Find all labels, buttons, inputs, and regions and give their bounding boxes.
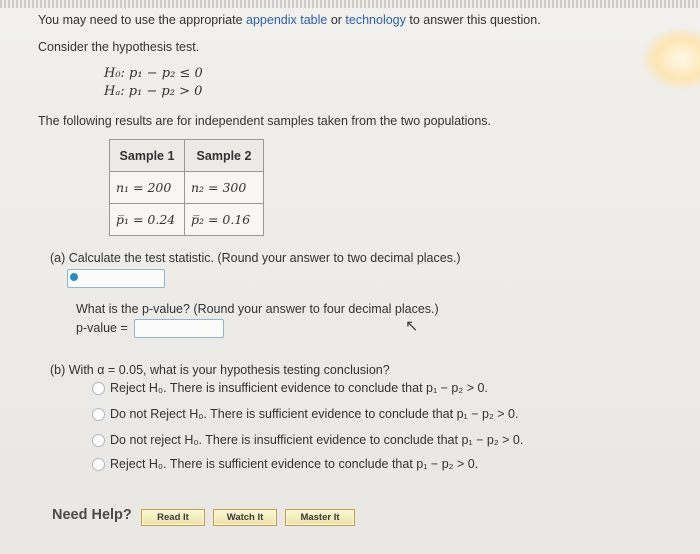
conclusion-option-4[interactable] — [92, 457, 478, 471]
option-label: Do not reject H₀. There is insufficient evidence to conclude that p₁ − p₂ > 0. — [110, 433, 524, 447]
pvalue-input[interactable] — [134, 319, 224, 338]
top-border — [0, 0, 700, 8]
results-table — [109, 139, 264, 236]
intro-mid: or — [327, 13, 346, 27]
conclusion-option-2[interactable] — [92, 407, 518, 421]
alternative-hypothesis: Hₐ: p₁ − p₂ > 0 — [104, 84, 203, 99]
read-it-button[interactable]: Read It — [141, 509, 205, 526]
table-row — [110, 204, 264, 236]
pvalue-question: What is the p-value? (Round your answer to four decimal places.) — [76, 302, 439, 316]
option-label: Do not Reject H₀. There is sufficient evidence to conclude that p₁ − p₂ > 0. — [110, 407, 519, 421]
table-row — [110, 172, 264, 204]
part-a-question: (a) Calculate the test statistic. (Round your answer to two decimal places.) — [50, 251, 461, 265]
part-b-question: (b) With α = 0.05, what is your hypothesis testing conclusion? — [50, 363, 390, 377]
answer-marker-icon — [70, 273, 78, 281]
master-it-button[interactable]: Master It — [285, 509, 355, 526]
conclusion-option-1[interactable] — [92, 381, 488, 395]
screen-glare — [642, 28, 700, 90]
need-help-label: Need Help? — [52, 507, 132, 523]
pvalue-label: p-value = — [76, 321, 128, 335]
radio-button[interactable] — [92, 408, 105, 421]
intro-text — [38, 13, 541, 27]
appendix-table-link[interactable]: appendix table — [246, 13, 328, 27]
cell-p1: p̅₁ = 0.24 — [110, 204, 185, 236]
radio-button[interactable] — [92, 382, 105, 395]
following-text: The following results are for independent samples taken from the two populations. — [38, 114, 492, 128]
option-label: Reject H₀. There is insufficient evidence to conclude that p₁ − p₂ > 0. — [110, 381, 488, 395]
conclusion-option-3[interactable] — [92, 433, 523, 447]
cell-n1: n₁ = 200 — [110, 172, 185, 204]
intro-after: to answer this question. — [405, 13, 541, 27]
radio-button[interactable] — [92, 434, 105, 447]
technology-link[interactable]: technology — [345, 13, 406, 27]
header-sample-1: Sample 1 — [110, 140, 185, 172]
mouse-pointer-icon: ↖ — [405, 318, 419, 335]
cell-n2: n₂ = 300 — [185, 172, 264, 204]
table-header-row — [110, 140, 264, 172]
null-hypothesis: H₀: p₁ − p₂ ≤ 0 — [104, 66, 203, 81]
header-sample-2: Sample 2 — [185, 140, 264, 172]
radio-button[interactable] — [92, 458, 105, 471]
option-label: Reject H₀. There is sufficient evidence to conclude that p₁ − p₂ > 0. — [110, 457, 479, 471]
intro-before: You may need to use the appropriate — [38, 13, 247, 27]
cell-p2: p̅₂ = 0.16 — [185, 204, 264, 236]
watch-it-button[interactable]: Watch It — [213, 509, 277, 526]
consider-text: Consider the hypothesis test. — [38, 40, 200, 54]
test-statistic-input[interactable] — [67, 269, 165, 288]
